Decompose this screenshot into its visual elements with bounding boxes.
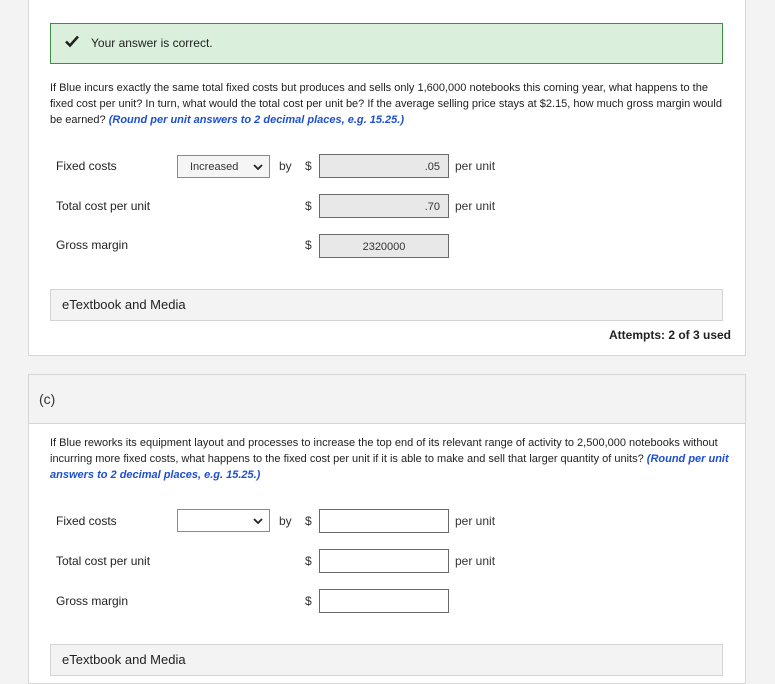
- total-cost-per-unit-input[interactable]: [319, 194, 449, 218]
- total-cost-per-unit-value: [320, 550, 448, 556]
- dollar-sign: $: [305, 594, 312, 608]
- total-cost-per-unit-input[interactable]: [319, 549, 449, 573]
- fixed-costs-label: Fixed costs: [56, 159, 117, 173]
- chevron-down-icon: [253, 516, 263, 526]
- check-icon: [64, 33, 80, 49]
- by-text: by: [279, 159, 292, 173]
- gross-margin-label: Gross margin: [56, 238, 129, 252]
- etextbook-media-panel[interactable]: [50, 644, 723, 676]
- gross-margin-input[interactable]: [319, 234, 449, 258]
- dollar-sign: $: [305, 554, 312, 568]
- gross-margin-value: 2320000: [362, 241, 406, 253]
- dollar-sign: $: [305, 159, 312, 173]
- part-c-label: (c): [39, 391, 56, 407]
- etextbook-media-label: eTextbook and Media: [62, 652, 186, 667]
- dollar-sign: $: [305, 514, 312, 528]
- chevron-down-icon: [253, 162, 263, 172]
- dollar-sign: $: [305, 199, 312, 213]
- fixed-cost-per-unit-input[interactable]: [319, 154, 449, 178]
- fixed-costs-select-value: Increased: [190, 161, 239, 173]
- gross-margin-label: Gross margin: [56, 594, 129, 608]
- correct-status-text: Your answer is correct.: [91, 36, 213, 50]
- fixed-cost-per-unit-value: [320, 510, 448, 516]
- fixed-costs-change-select[interactable]: [177, 509, 270, 532]
- per-unit-label: per unit: [455, 554, 496, 568]
- part-b-rounding-hint: (Round per unit answers to 2 decimal places, e.g. 15.25.): [108, 114, 404, 126]
- gross-margin-input[interactable]: [319, 589, 449, 613]
- part-b-question-text: If Blue incurs exactly the same total fixed costs but produces and sells only 1,600,000 notebooks this coming year, what happens to the fixed cost per unit? In turn, what would the total cost per unit be? If the average selling price stays at $2.15, how much gross margin would be earned?: [50, 82, 722, 126]
- etextbook-media-panel[interactable]: [50, 289, 723, 321]
- per-unit-label: per unit: [455, 159, 496, 173]
- fixed-costs-change-select[interactable]: [177, 155, 270, 178]
- part-c-question: [50, 435, 730, 483]
- per-unit-label: per unit: [455, 514, 496, 528]
- total-cost-per-unit-label: Total cost per unit: [56, 554, 151, 568]
- total-cost-per-unit-label: Total cost per unit: [56, 199, 151, 213]
- part-c-rounding-hint: (Round per unit answers to 2 decimal places, e.g. 15.25.): [50, 453, 729, 481]
- etextbook-media-label: eTextbook and Media: [62, 297, 186, 312]
- dollar-sign: $: [305, 238, 312, 252]
- part-c-question-text: If Blue reworks its equipment layout and processes to increase the top end of its relevant range of activity to 2,500,000 notebooks without incurring more fixed costs, what happens to the fixed cost per unit if it is able to make and sell that larger quantity of units?: [50, 437, 718, 465]
- gross-margin-value: [320, 590, 448, 596]
- correct-answer-banner: [50, 23, 723, 64]
- attempts-counter: Attempts: 2 of 3 used: [609, 328, 732, 342]
- by-text: by: [279, 514, 292, 528]
- per-unit-label: per unit: [455, 199, 496, 213]
- part-b-question: [50, 80, 730, 128]
- fixed-cost-per-unit-input[interactable]: [319, 509, 449, 533]
- total-cost-per-unit-value: .70: [424, 201, 440, 213]
- fixed-costs-label: Fixed costs: [56, 514, 117, 528]
- part-c-header: [29, 375, 745, 424]
- fixed-cost-per-unit-value: .05: [424, 161, 440, 173]
